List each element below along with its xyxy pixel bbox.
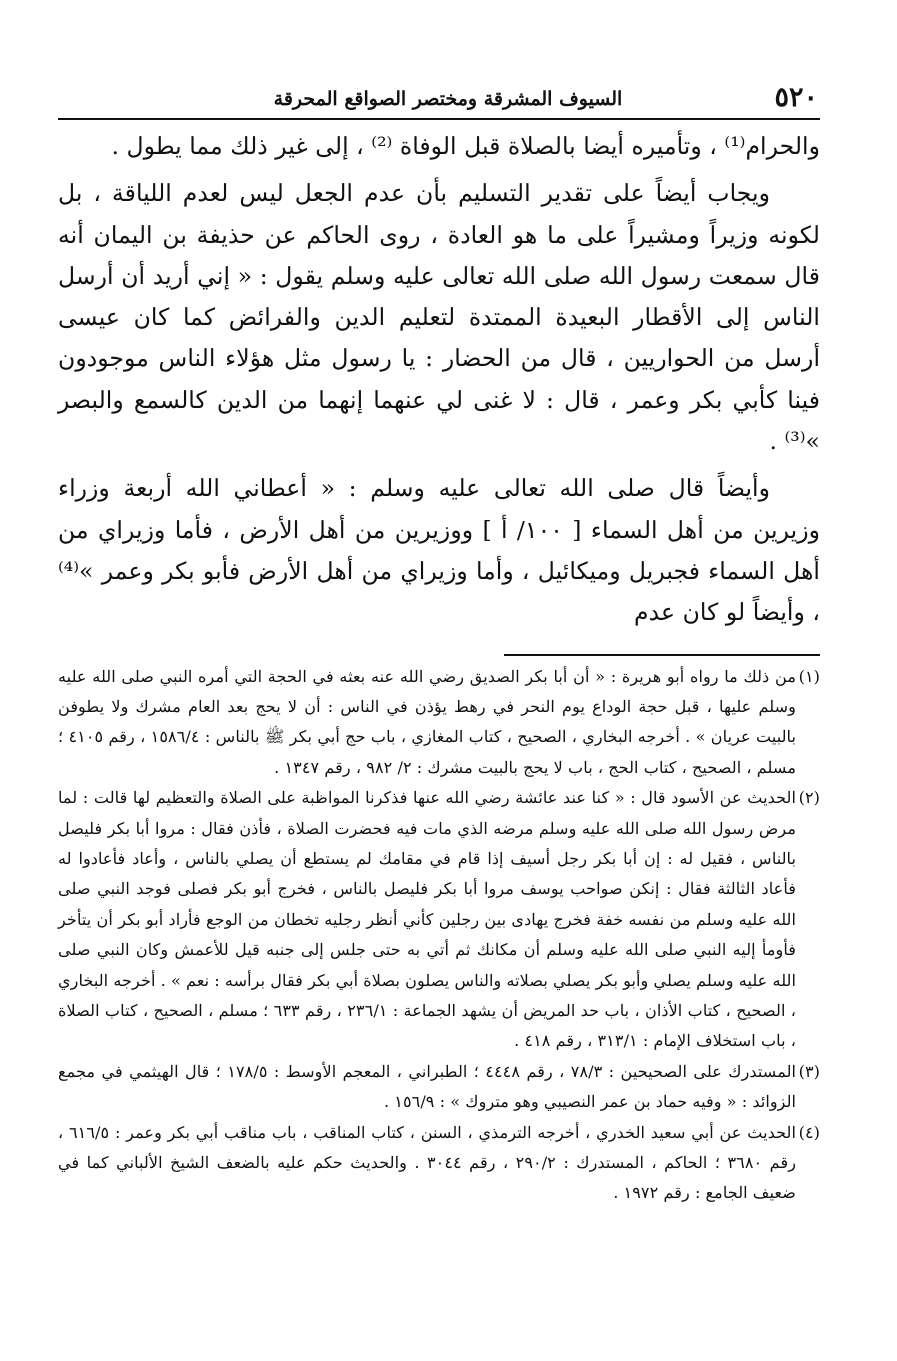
footnote-text: من ذلك ما رواه أبو هريرة : « أن أبا بكر الصديق رضي الله عنه بعثه في الحجة التي أمره النبي صلى الله عليه وسلم عليها ، قبل حجة الوداع يوم النحر في رهط يؤذن في الناس : أن لا يحج بعد العام مشرك ولا يطوفن بالبيت عريان » . أخرجه البخاري ، الصحيح ، كتاب المغازي ، باب حج أبي بكر ﷺ بالناس : ١٥٨٦/٤ ، رقم ٤١٠٥ ؛ مسلم ، الصحيح ، كتاب الحج ، باب لا يحج بالبيت مشرك : ٢/ ٩٨٢ ، رقم ١٣٤٧ .	[58, 666, 796, 777]
paragraph-3: وأيضاً قال صلى الله تعالى عليه وسلم : « أعطاني الله أربعة وزراء وزيرين من أهل السماء [ ١٠٠/ أ ] ووزيرين من أهل الأرض ، فأما وزيراي من أهل السماء فجبريل وميكائيل ، وأما وزيراي من أهل الأرض فأبو بكر وعمر »⁽⁴⁾ ، وأيضاً لو كان عدم	[58, 474, 820, 627]
paragraph-2: ويجاب أيضاً على تقدير التسليم بأن عدم الجعل ليس لعدم اللياقة ، بل لكونه وزيراً ومشيراً على ما هو العادة ، روى الحاكم عن حذيفة بن اليمان أنه قال سمعت رسول الله صلى الله تعالى عليه وسلم يقول : « إني أريد أن أرسل الناس إلى الأقطار البعيدة الممتدة لتعليم الدين والفرائض كما كان عيسى أرسل من الحواريين ، قال من الحضار : يا رسول مثل هؤلاء الناس موجودون فينا كأبي بكر وعمر ، قال : لا غنى لي عنهما إنهما من الدين كالسمع والبصر »⁽³⁾ .	[58, 179, 820, 456]
footnote-number: (٣)	[798, 1061, 820, 1081]
footnote-number: (٢)	[798, 788, 820, 808]
page-number: ٥٢٠	[774, 82, 818, 113]
footnote-2	[58, 783, 820, 1057]
main-text	[58, 126, 820, 634]
footnotes	[58, 662, 820, 1209]
footnote-separator	[504, 654, 820, 656]
footnote-number: (١)	[798, 666, 820, 686]
footnote-3	[58, 1057, 820, 1118]
book-page	[58, 78, 820, 1338]
running-title: السيوف المشرقة ومختصر الصواقع المحرقة	[273, 88, 623, 110]
paragraph-1: والحرام⁽¹⁾ ، وتأميره أيضا بالصلاة قبل الوفاة ⁽²⁾ ، إلى غير ذلك مما يطول .	[111, 132, 820, 160]
footnote-1	[58, 662, 820, 784]
footnote-4	[58, 1118, 820, 1209]
footnote-text: الحديث عن أبي سعيد الخدري ، أخرجه الترمذي ، السنن ، كتاب المناقب ، باب مناقب أبي بكر وعمر : ٦١٦/٥ ، رقم ٣٦٨٠ ؛ الحاكم ، المستدرك : ٢٩٠/٢ ، رقم ٣٠٤٤ . والحديث حكم عليه بالضعف الشيخ الألباني كما في ضعيف الجامع : رقم ١٩٧٢ .	[58, 1122, 797, 1203]
page-header	[58, 78, 820, 120]
footnote-text: المستدرك على الصحيحين : ٧٨/٣ ، رقم ٤٤٤٨ ؛ الطبراني ، المعجم الأوسط : ١٧٨/٥ ؛ قال الهيثمي في مجمع الزوائد : « وفيه حماد بن عمر النصيبي وهو متروك » : ١٥٦/٩ .	[58, 1061, 796, 1112]
footnote-number: (٤)	[798, 1122, 820, 1142]
footnote-text: الحديث عن الأسود قال : « كنا عند عائشة رضي الله عنها فذكرنا المواظبة على الصلاة والتعظيم لها قالت : لما مرض رسول الله صلى الله عليه وسلم مرضه الذي مات فيه فحضرت الصلاة ، فأذن فقال : مروا أبا بكر فليصل بالناس ، فقيل له : إن أبا بكر رجل أسيف إذا قام في مقامك لم يستطع أن يصلي بالناس ، وأعاد فأعادوا له فأعاد الثالثة فقال : إنكن صواحب يوسف مروا أبا بكر فليصل بالناس ، فخرج أبو بكر فصلى فوجد النبي صلى الله عليه وسلم من نفسه خفة فخرج يهادى بين رجلين كأني أنظر رجليه تخطان من الوجع فأراد أبو بكر أن يتأخر فأومأ إليه النبي صلى الله عليه وسلم أن مكانك ثم أتي به حتى جلس إلى جنبه قيل للأعمش وكان النبي صلى الله عليه وسلم يصلي وأبو بكر يصلي بصلاته والناس يصلون بصلاة أبي بكر فقال برأسه : نعم » . أخرجه البخاري ، الصحيح ، كتاب الأذان ، باب حد المريض أن يشهد الجماعة : ٢٣٦/١ ، رقم ٦٣٣ ؛ مسلم ، الصحيح ، كتاب الصلاة ، باب استخلاف الإمام : ٣١٣/١ ، رقم ٤١٨ .	[58, 788, 797, 1051]
